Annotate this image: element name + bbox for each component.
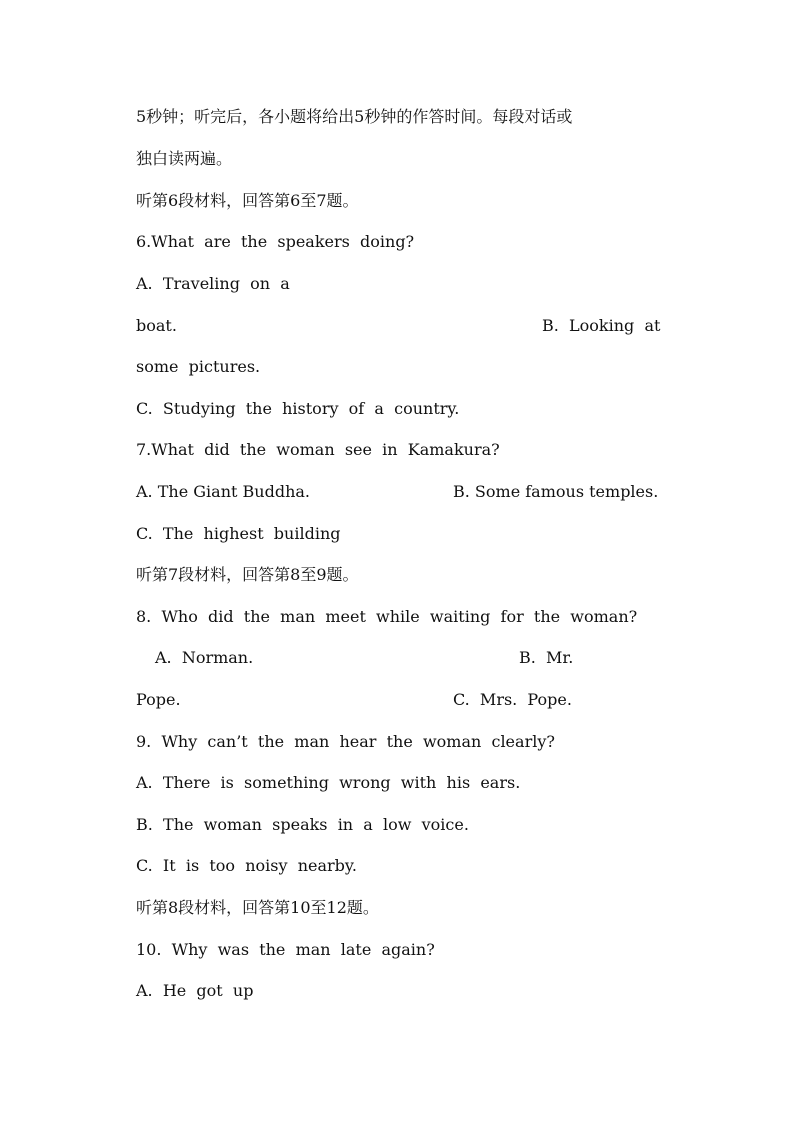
- question-8-option-c: C. Mrs. Pope.: [453, 690, 572, 709]
- question-9-option-b: B. The woman speaks in a low voice.: [136, 815, 469, 834]
- question-7-option-a: A. The Giant Buddha.: [136, 482, 310, 501]
- instruction-line-1: 5秒钟；听完后，各小题将给出5秒钟的作答时间。每段对话或: [136, 107, 573, 126]
- question-10-option-a: A. He got up: [136, 981, 254, 1000]
- question-8: 8. Who did the man meet while waiting for the woman?: [136, 607, 638, 626]
- section-8-heading: 听第8段材料，回答第10至12题。: [136, 898, 379, 917]
- question-7-option-c: C. The highest building: [136, 524, 341, 543]
- question-10: 10. Why was the man late again?: [136, 940, 435, 959]
- section-7-heading: 听第7段材料，回答第8至9题。: [136, 565, 359, 584]
- question-6-option-a-continued: boat.: [136, 316, 177, 335]
- question-8-option-b-continued: Pope.: [136, 690, 181, 709]
- question-8-option-a: A. Norman.: [155, 648, 254, 667]
- question-6-option-c: C. Studying the history of a country.: [136, 399, 460, 418]
- question-6: 6.What are the speakers doing?: [136, 232, 415, 251]
- question-7-option-b: B. Some famous temples.: [453, 482, 659, 501]
- question-7: 7.What did the woman see in Kamakura?: [136, 440, 500, 459]
- section-6-heading: 听第6段材料，回答第6至7题。: [136, 191, 359, 210]
- question-9-option-c: C. It is too noisy nearby.: [136, 856, 357, 875]
- question-6-option-b: B. Looking at: [542, 316, 661, 335]
- question-9-option-a: A. There is something wrong with his ears.: [136, 773, 521, 792]
- question-8-option-b: B. Mr.: [519, 648, 574, 667]
- question-6-option-a: A. Traveling on a: [136, 274, 290, 293]
- question-9: 9. Why can’t the man hear the woman clearly?: [136, 732, 555, 751]
- instruction-line-2: 独白读两遍。: [136, 149, 233, 168]
- question-6-option-b-continued: some pictures.: [136, 357, 261, 376]
